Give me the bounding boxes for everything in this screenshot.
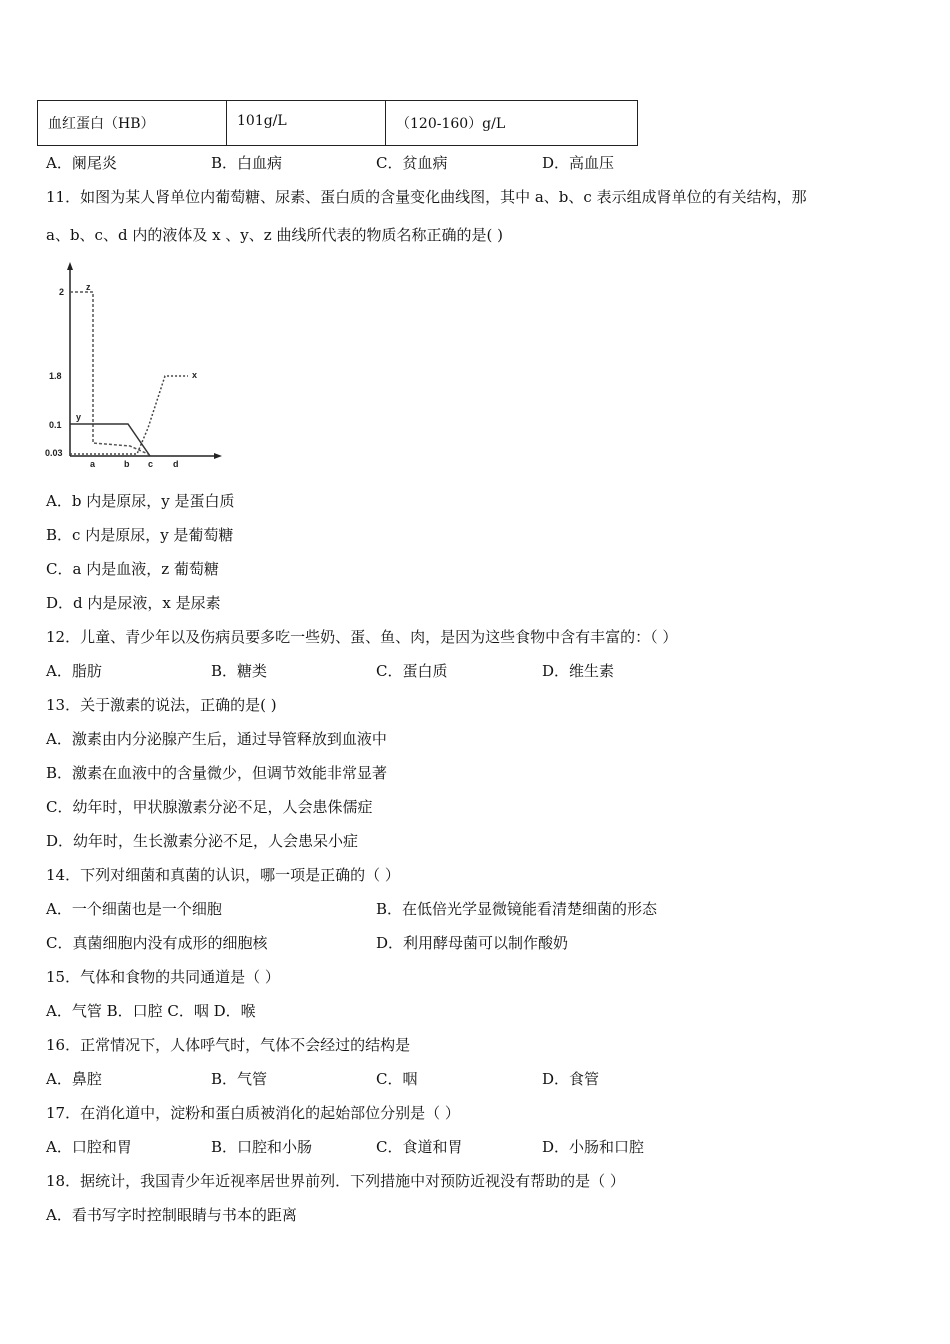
- table-cell-reference: （120-160）g/L: [386, 101, 638, 146]
- q16-option-a: A．鼻腔: [46, 1070, 102, 1088]
- q12-option-d: D．维生素: [542, 662, 615, 680]
- q10-option-b: B．白血病: [211, 154, 283, 172]
- q10-option-c: C．贫血病: [376, 154, 448, 172]
- q11-option-d: D．d 内是尿液，x 是尿素: [46, 594, 221, 612]
- y-tick-label: 0.03: [45, 448, 63, 458]
- y-tick-label: 0.1: [49, 420, 62, 430]
- q17-option-a: A．口腔和胃: [46, 1138, 132, 1156]
- q13-option-c: C．幼年时，甲状腺激素分泌不足，人会患侏儒症: [46, 798, 373, 816]
- q12-option-b: B．糖类: [211, 662, 268, 680]
- q14-option-d: D．利用酵母菌可以制作酸奶: [376, 934, 569, 952]
- q11-stem-line1: 11．如图为某人肾单位内葡萄糖、尿素、蛋白质的含量变化曲线图，其中 a、b、c 表示组成肾单位的有关结构，那: [46, 188, 807, 206]
- blood-test-table: [37, 100, 638, 146]
- series-x-line: [70, 376, 188, 454]
- q16-option-d: D．食管: [542, 1070, 600, 1088]
- y-tick-label: 2: [59, 287, 65, 297]
- q13-stem: 13．关于激素的说法，正确的是( ): [46, 696, 277, 714]
- q18-option-a: A．看书写字时控制眼睛与书本的距离: [46, 1206, 297, 1224]
- q11-option-c: C．a 内是血液，z 葡萄糖: [46, 560, 219, 578]
- q17-option-d: D．小肠和口腔: [542, 1138, 645, 1156]
- y-axis-arrow-icon: [67, 262, 73, 270]
- table-cell-item: 血红蛋白（HB）: [38, 101, 227, 146]
- q11-stem-line2: a、b、c、d 内的液体及 x 、y、z 曲线所代表的物质名称正确的是( ): [46, 226, 503, 244]
- q16-option-c: C．咽: [376, 1070, 418, 1088]
- x-tick-label: d: [173, 459, 179, 469]
- x-axis-arrow-icon: [214, 453, 222, 459]
- q13-option-d: D．幼年时，生长激素分泌不足，人会患呆小症: [46, 832, 359, 850]
- table-cell-value: 101g/L: [227, 101, 386, 146]
- series-z-line: [70, 292, 148, 454]
- q16-stem: 16．正常情况下，人体呼气时，气体不会经过的结构是: [46, 1036, 411, 1054]
- q12-stem: 12．儿童、青少年以及伤病员要多吃一些奶、蛋、鱼、肉，是因为这些食物中含有丰富的：（ ）: [46, 628, 678, 646]
- q14-stem: 14．下列对细菌和真菌的认识，哪一项是正确的（ ）: [46, 866, 400, 884]
- table-row: [38, 101, 638, 146]
- q14-option-a: A．一个细菌也是一个细胞: [46, 900, 222, 918]
- y-tick-label: 1.8: [49, 371, 62, 381]
- q13-option-a: A．激素由内分泌腺产生后，通过导管释放到血液中: [46, 730, 387, 748]
- q15-options: A．气管 B．口腔 C．咽 D．喉: [46, 1002, 256, 1020]
- kidney-chart: [40, 258, 225, 473]
- series-y-label: y: [76, 412, 82, 422]
- q12-option-c: C．蛋白质: [376, 662, 448, 680]
- x-tick-label: a: [90, 459, 96, 469]
- x-tick-label: c: [148, 459, 154, 469]
- x-tick-label: b: [124, 459, 130, 469]
- q17-stem: 17．在消化道中，淀粉和蛋白质被消化的起始部位分别是（ ）: [46, 1104, 460, 1122]
- q16-option-b: B．气管: [211, 1070, 268, 1088]
- q14-option-b: B．在低倍光学显微镜能看清楚细菌的形态: [376, 900, 658, 918]
- q17-option-c: C．食道和胃: [376, 1138, 463, 1156]
- q11-option-b: B．c 内是原尿，y 是葡萄糖: [46, 526, 234, 544]
- q13-option-b: B．激素在血液中的含量微少，但调节效能非常显著: [46, 764, 388, 782]
- q17-option-b: B．口腔和小肠: [211, 1138, 313, 1156]
- q14-option-c: C．真菌细胞内没有成形的细胞核: [46, 934, 268, 952]
- series-z-label: z: [86, 282, 91, 292]
- q11-option-a: A．b 内是原尿，y 是蛋白质: [46, 492, 235, 510]
- q12-option-a: A．脂肪: [46, 662, 102, 680]
- q10-option-a: A．阑尾炎: [46, 154, 117, 172]
- q18-stem: 18．据统计，我国青少年近视率居世界前列．下列措施中对预防近视没有帮助的是（ ）: [46, 1172, 625, 1190]
- q15-stem: 15．气体和食物的共同通道是（ ）: [46, 968, 280, 986]
- q10-option-d: D．高血压: [542, 154, 615, 172]
- series-x-label: x: [192, 370, 198, 380]
